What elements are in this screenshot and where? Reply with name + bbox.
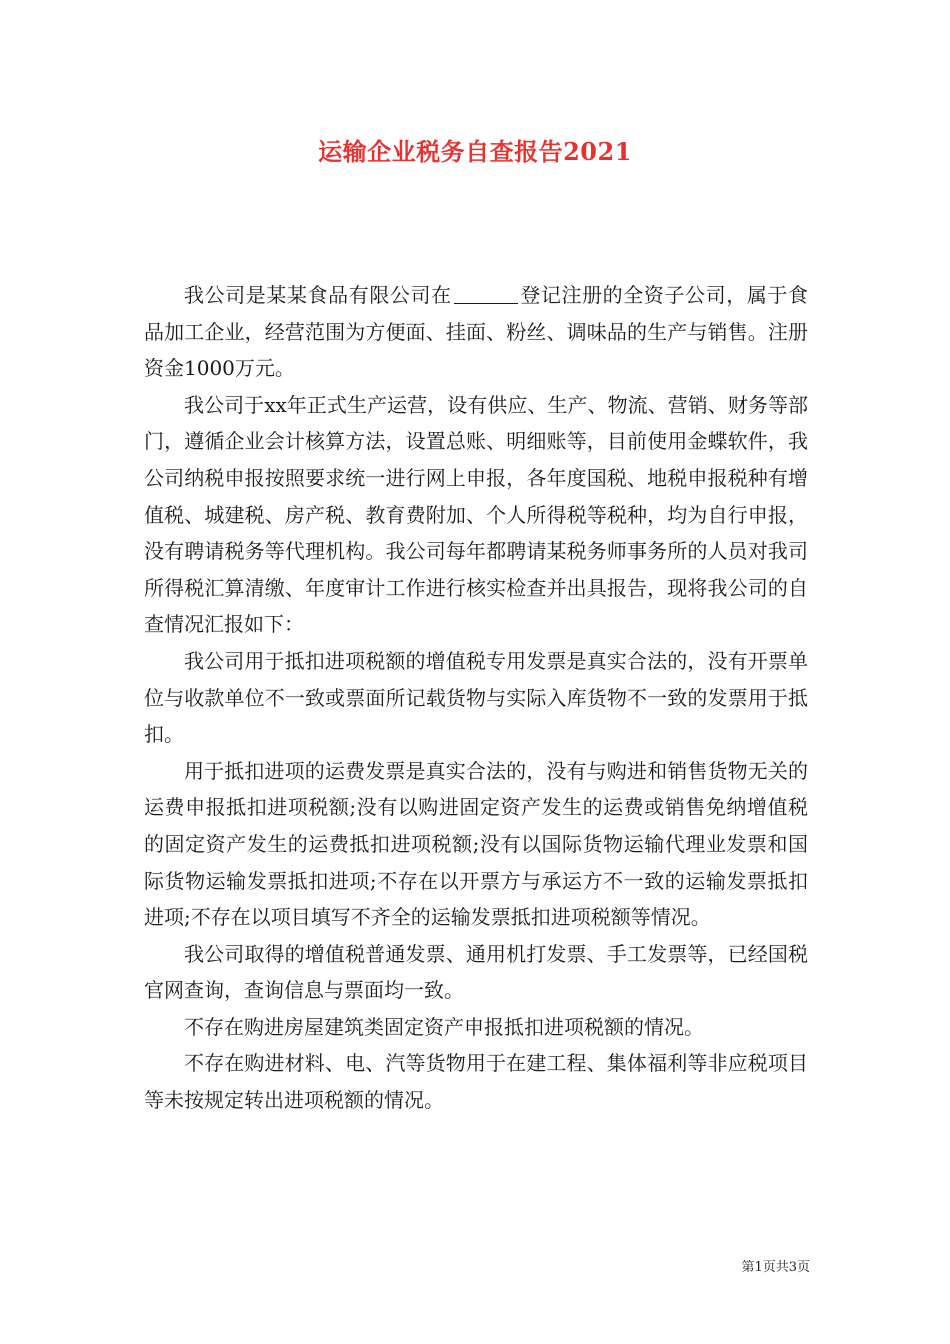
paragraph-1 (144, 277, 808, 387)
paragraph-3: 我公司用于抵扣进项税额的增值税专用发票是真实合法的，没有开票单位与收款单位不一致或票面所记载货物与实际入库货物不一致的发票用于抵扣。 (144, 648, 808, 747)
page-number: 第1页共3页 (741, 1260, 810, 1275)
paragraph-7: 不存在购进材料、电、汽等货物用于在建工程、集体福利等非应税项目等未按规定转出进项税额的情况。 (144, 1051, 808, 1113)
paragraph-6: 不存在购进房屋建筑类固定资产申报抵扣进项税额的情况。 (184, 1014, 704, 1039)
paragraph-1-text-before: 我公司是某某食品有限公司在 (184, 283, 452, 307)
paragraph-2: 我公司于xx年正式生产运营，设有供应、生产、物流、营销、财务等部门，遵循企业会计核算方法，设置总账、明细账等，目前使用金蝶软件，我公司纳税申报按照要求统一进行网上申报，各年度国税、地税申报税种有增值税、城建税、房产税、教育费附加、个人所得税等税种，均为自行申报，没有聘请税务等代理机构。我公司每年都聘请某税务师事务所的人员对我司所得税汇算清缴、年度审计工作进行核实检查并出具报告，现将我公司的自查情况汇报如下： (144, 392, 808, 637)
fill-in-blank (454, 283, 518, 304)
document-body (144, 277, 808, 1119)
paragraph-1-text-after: 登记注册的全资子公司，属于食品加工企业，经营范围为方便面、挂面、粉丝、调味品的生产与销售。注册资金1000万元。 (144, 283, 809, 381)
paragraph-4: 用于抵扣进项的运费发票是真实合法的，没有与购进和销售货物无关的运费申报抵扣进项税额;没有以购进固定资产发生的运费或销售免纳增值税的固定资产发生的运费抵扣进项税额;没有以国际货物运输代理业发票和国际货物运输发票抵扣进项;不存在以开票方与承运方不一致的运输发票抵扣进项;不存在以项目填写不齐全的运输发票抵扣进项税额等情况。 (144, 758, 808, 930)
paragraph-5: 我公司取得的增值税普通发票、通用机打发票、手工发票等，已经国税官网查询，查询信息与票面均一致。 (144, 941, 808, 1003)
document-title: 运输企业税务自查报告2021 (318, 137, 632, 166)
